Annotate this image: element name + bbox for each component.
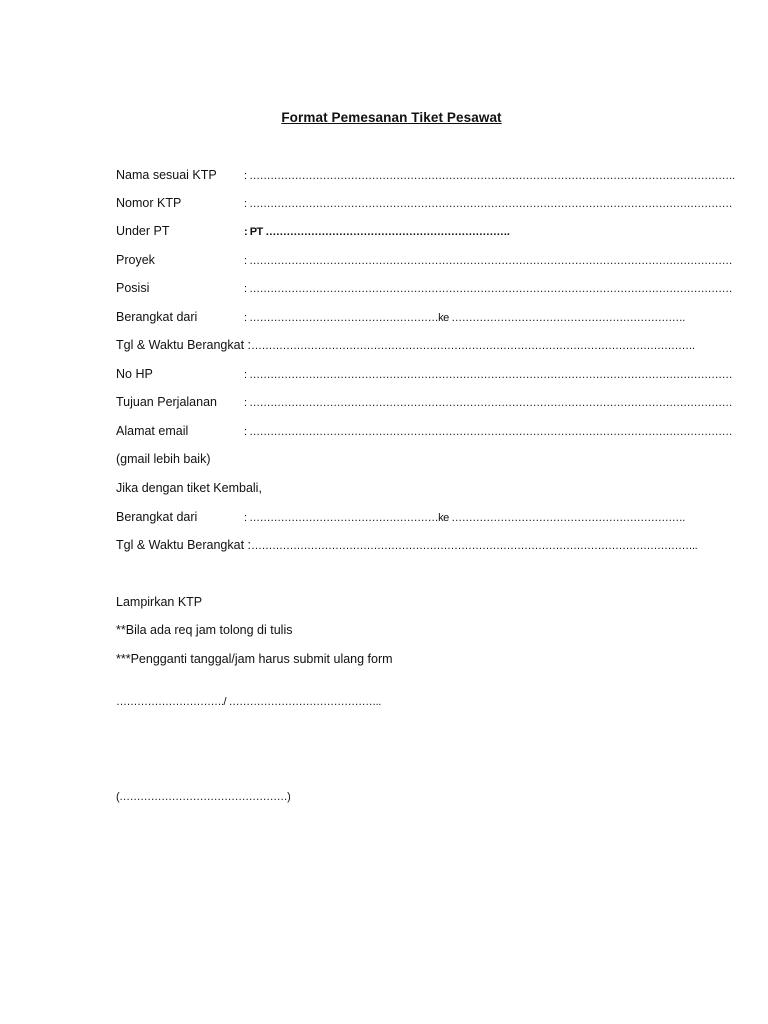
lampirkan-ktp-note: Lampirkan KTP xyxy=(116,595,203,609)
field-email-label: Alamat email xyxy=(116,424,189,438)
field-no-hp-value[interactable]: : ………………………………………………………………………………………………………………………… xyxy=(244,369,733,381)
field-nomor-ktp-label: Nomor KTP xyxy=(116,196,182,210)
field-tujuan[interactable] xyxy=(116,394,732,410)
field-berangkat-dari[interactable] xyxy=(116,309,685,325)
field-under-pt[interactable] xyxy=(116,223,509,239)
field-tgl-waktu-value[interactable]: ………………………………………………………………………………………………………………. xyxy=(251,340,695,352)
field-posisi-label: Posisi xyxy=(116,281,150,295)
field-tgl-waktu-label: Tgl & Waktu Berangkat : xyxy=(116,338,252,352)
field-proyek-label: Proyek xyxy=(116,253,155,267)
field-no-hp-label: No HP xyxy=(116,367,153,381)
field-nama[interactable] xyxy=(116,167,735,183)
field-posisi[interactable] xyxy=(116,280,732,296)
field-email[interactable] xyxy=(116,423,732,439)
field-tujuan-value[interactable]: : ………………………………………………………………………………………………………………………… xyxy=(244,397,733,409)
field-nama-value[interactable]: : …………………………………………………………………………………………………………………………. xyxy=(244,170,735,182)
field-tgl-waktu-return-label: Tgl & Waktu Berangkat : xyxy=(116,538,252,552)
field-nomor-ktp-value[interactable]: : ………………………………………………………………………………………………………………………… xyxy=(244,198,733,210)
field-tgl-waktu-return[interactable] xyxy=(116,537,697,553)
place-date-line[interactable]: …………………………./ …………………………………….. xyxy=(116,696,381,708)
field-under-pt-value[interactable]: : PT ……………………………………………………………. xyxy=(244,226,510,238)
field-berangkat-dari-return-label: Berangkat dari xyxy=(116,510,198,524)
gmail-note: (gmail lebih baik) xyxy=(116,452,211,466)
document-title: Format Pemesanan Tiket Pesawat xyxy=(281,110,502,125)
field-tgl-waktu-return-value[interactable]: ……………………………………………………………………………………………………………….. xyxy=(251,540,698,552)
request-time-note: **Bila ada req jam tolong di tulis xyxy=(116,623,293,637)
resubmit-note: ***Pengganti tanggal/jam harus submit ulang form xyxy=(116,652,393,666)
field-nama-label: Nama sesuai KTP xyxy=(116,168,217,182)
field-posisi-value[interactable]: : ………………………………………………………………………………………………………………………… xyxy=(244,283,733,295)
field-proyek-value[interactable]: : ………………………………………………………………………………………………………………………… xyxy=(244,255,733,267)
field-tujuan-label: Tujuan Perjalanan xyxy=(116,395,217,409)
field-berangkat-dari-label: Berangkat dari xyxy=(116,310,198,324)
return-ticket-note: Jika dengan tiket Kembali, xyxy=(116,481,262,495)
field-no-hp[interactable] xyxy=(116,366,732,382)
field-nomor-ktp[interactable] xyxy=(116,195,732,211)
field-under-pt-label: Under PT xyxy=(116,224,170,238)
field-proyek[interactable] xyxy=(116,252,732,268)
signature-name-line[interactable]: (…………………………………………) xyxy=(116,791,291,803)
field-tgl-waktu[interactable] xyxy=(116,337,695,353)
field-berangkat-dari-return[interactable] xyxy=(116,509,685,525)
field-email-value[interactable]: : ………………………………………………………………………………………………………………………… xyxy=(244,426,733,438)
field-berangkat-dari-return-value[interactable]: : ………………………………………………ke …………………………………………………………. xyxy=(244,512,685,524)
field-berangkat-dari-value[interactable]: : ………………………………………………ke …………………………………………………………. xyxy=(244,312,685,324)
